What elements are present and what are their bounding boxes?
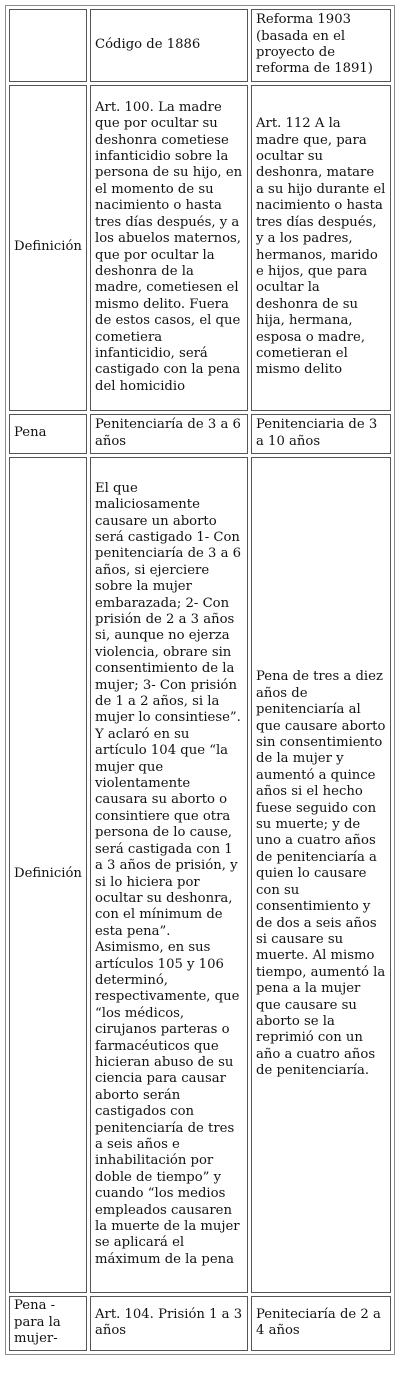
header-codigo-1886: Código de 1886 [90, 9, 248, 82]
codigo-1886-cell: Art. 104. Prisión 1 a 3 años [90, 1296, 248, 1351]
row-label: Pena - para la mujer- [9, 1296, 87, 1351]
table-row [9, 85, 391, 411]
row-label: Definición [9, 85, 87, 411]
row-label: Definición [9, 457, 87, 1293]
reforma-1903-cell: Art. 112 A la madre que, para ocultar su deshonra, matare a su hijo durante el nacimiento o hasta tres días después, y a los padres, hermanos, marido e hijos, que para ocultar la deshonra de su hija, hermana, esposa o madre, cometieran el mismo delito [251, 85, 391, 411]
codigo-1886-cell: Penitenciaría de 3 a 6 años [90, 414, 248, 454]
row-label: Pena [9, 414, 87, 454]
table-row [9, 457, 391, 1293]
comparison-table [5, 5, 395, 1355]
table-row [9, 414, 391, 454]
reforma-1903-cell: Pena de tres a diez años de penitenciaría al que causare aborto sin consentimiento de la mujer y aumentó a quince años si el hecho fuese seguido con su muerte; y de uno a cuatro años de penitenciaría a quien lo causare con su consentimiento y de dos a seis años si causare su muerte. Al mismo tiempo, aumentó la pena a la mujer que causare su aborto se la reprimió con un año a cuatro años de penitenciaría. [251, 457, 391, 1293]
header-empty-cell [9, 9, 87, 82]
codigo-1886-cell: El que maliciosamente causare un aborto será castigado 1- Con penitenciaría de 3 a 6 años, si ejerciere sobre la mujer embarazada; 2- Con prisión de 2 a 3 años si, aunque no ejerza violencia, obrare sin consentimiento de la mujer; 3- Con prisión de 1 a 2 años, si la mujer lo consintiese”. Y aclaró en su artículo 104 que “la mujer que violentamente causara su aborto o consintiere que otra persona de lo cause, será castigada con 1 a 3 años de prisión, y si lo hiciera por ocultar su deshonra, con el mínimum de esta pena”. Asimismo, en sus artículos 105 y 106 determinó, respectivamente, que “los médicos, cirujanos parteras o farmacéuticos que hicieran abuso de su ciencia para causar aborto serán castigados con penitenciaría de tres a seis años e inhabilitación por doble de tiempo” y cuando “los medios empleados causaren la muerte de la mujer se aplicará el máximum de la pena [90, 457, 248, 1293]
reforma-1903-cell: Penitenciaria de 3 a 10 años [251, 414, 391, 454]
reforma-1903-cell: Peniteciaría de 2 a 4 años [251, 1296, 391, 1351]
header-reforma-1903: Reforma 1903 (basada en el proyecto de reforma de 1891) [251, 9, 391, 82]
table-row [9, 1296, 391, 1351]
codigo-1886-cell: Art. 100. La madre que por ocultar su deshonra cometiese infanticidio sobre la persona de su hijo, en el momento de su nacimiento o hasta tres días después, y a los abuelos maternos, que por ocultar la deshonra de la madre, cometiesen el mismo delito. Fuera de estos casos, el que cometiera infanticidio, será castigado con la pena del homicidio [90, 85, 248, 411]
header-row [9, 9, 391, 82]
